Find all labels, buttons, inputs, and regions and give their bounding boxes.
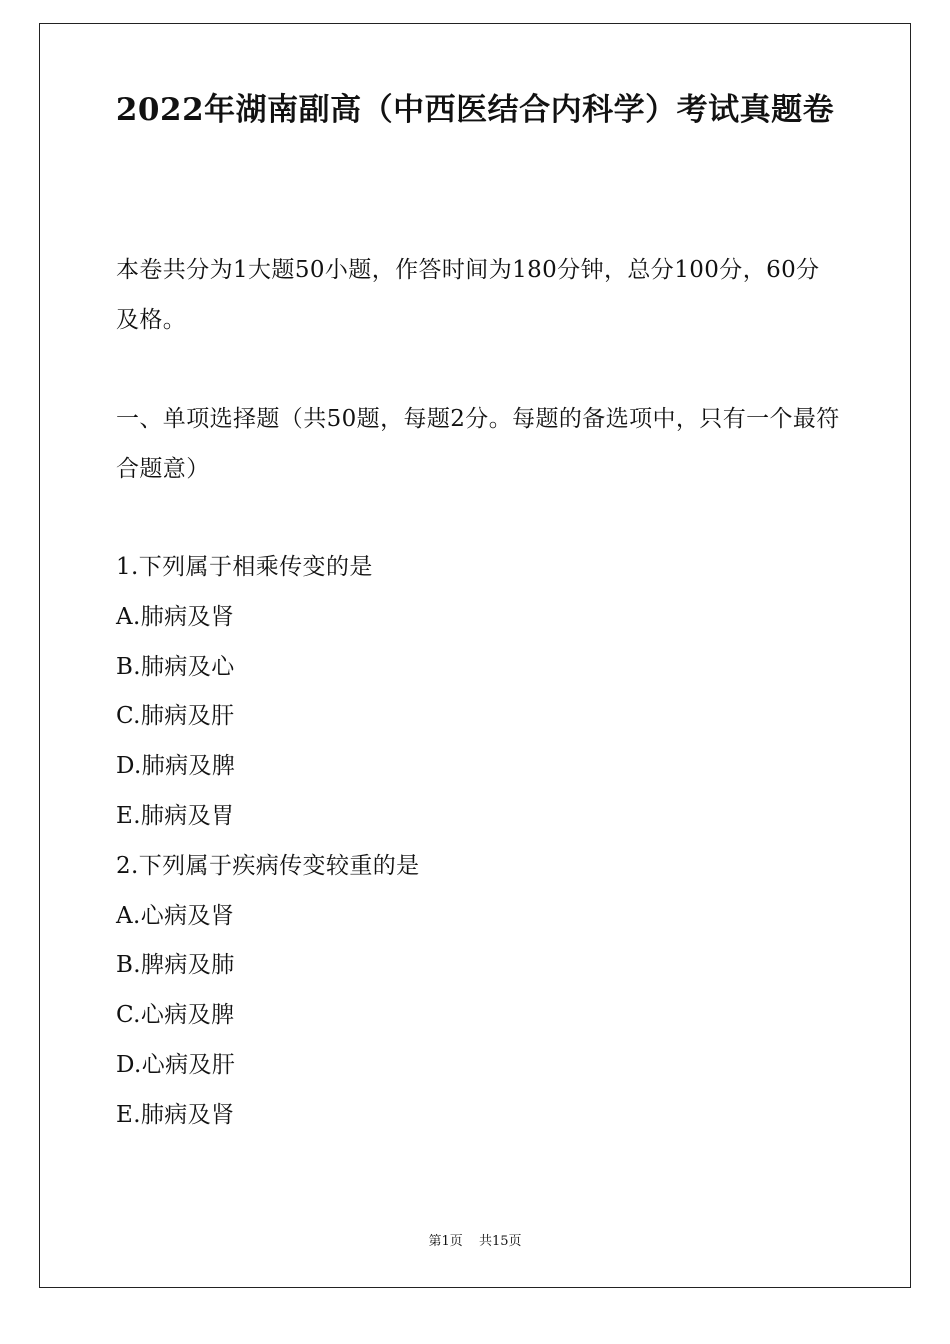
- answer-option: B.脾病及肺: [116, 952, 235, 979]
- answer-option: C.心病及脾: [116, 1002, 235, 1029]
- question-stem: 2.下列属于疾病传变较重的是: [116, 852, 420, 879]
- answer-option: E.肺病及肾: [116, 1101, 235, 1128]
- question-list: [116, 543, 842, 1141]
- page-total: 共15页: [478, 1234, 522, 1249]
- answer-option: D.心病及肝: [116, 1051, 236, 1078]
- answer-option: D.肺病及脾: [116, 753, 236, 780]
- page-number: 第1页: [428, 1234, 463, 1249]
- answer-option: C.肺病及肝: [116, 703, 235, 730]
- document-title: 2022年湖南副高（中西医结合内科学）考试真题卷: [115, 92, 835, 128]
- exam-intro: 本卷共分为1大题50小题，作答时间为180分钟，总分100分，60分及格。: [116, 257, 820, 333]
- page-footer: [0, 1232, 950, 1252]
- answer-option: B.肺病及心: [116, 653, 235, 680]
- answer-option: A.心病及肾: [116, 902, 235, 929]
- section-heading: 一、单项选择题（共50题，每题2分。每题的备选项中，只有一个最符合题意）: [116, 406, 840, 482]
- question-stem: 1.下列属于相乘传变的是: [116, 554, 373, 580]
- answer-option: A.肺病及肾: [116, 603, 235, 630]
- answer-option: E.肺病及胃: [116, 802, 235, 829]
